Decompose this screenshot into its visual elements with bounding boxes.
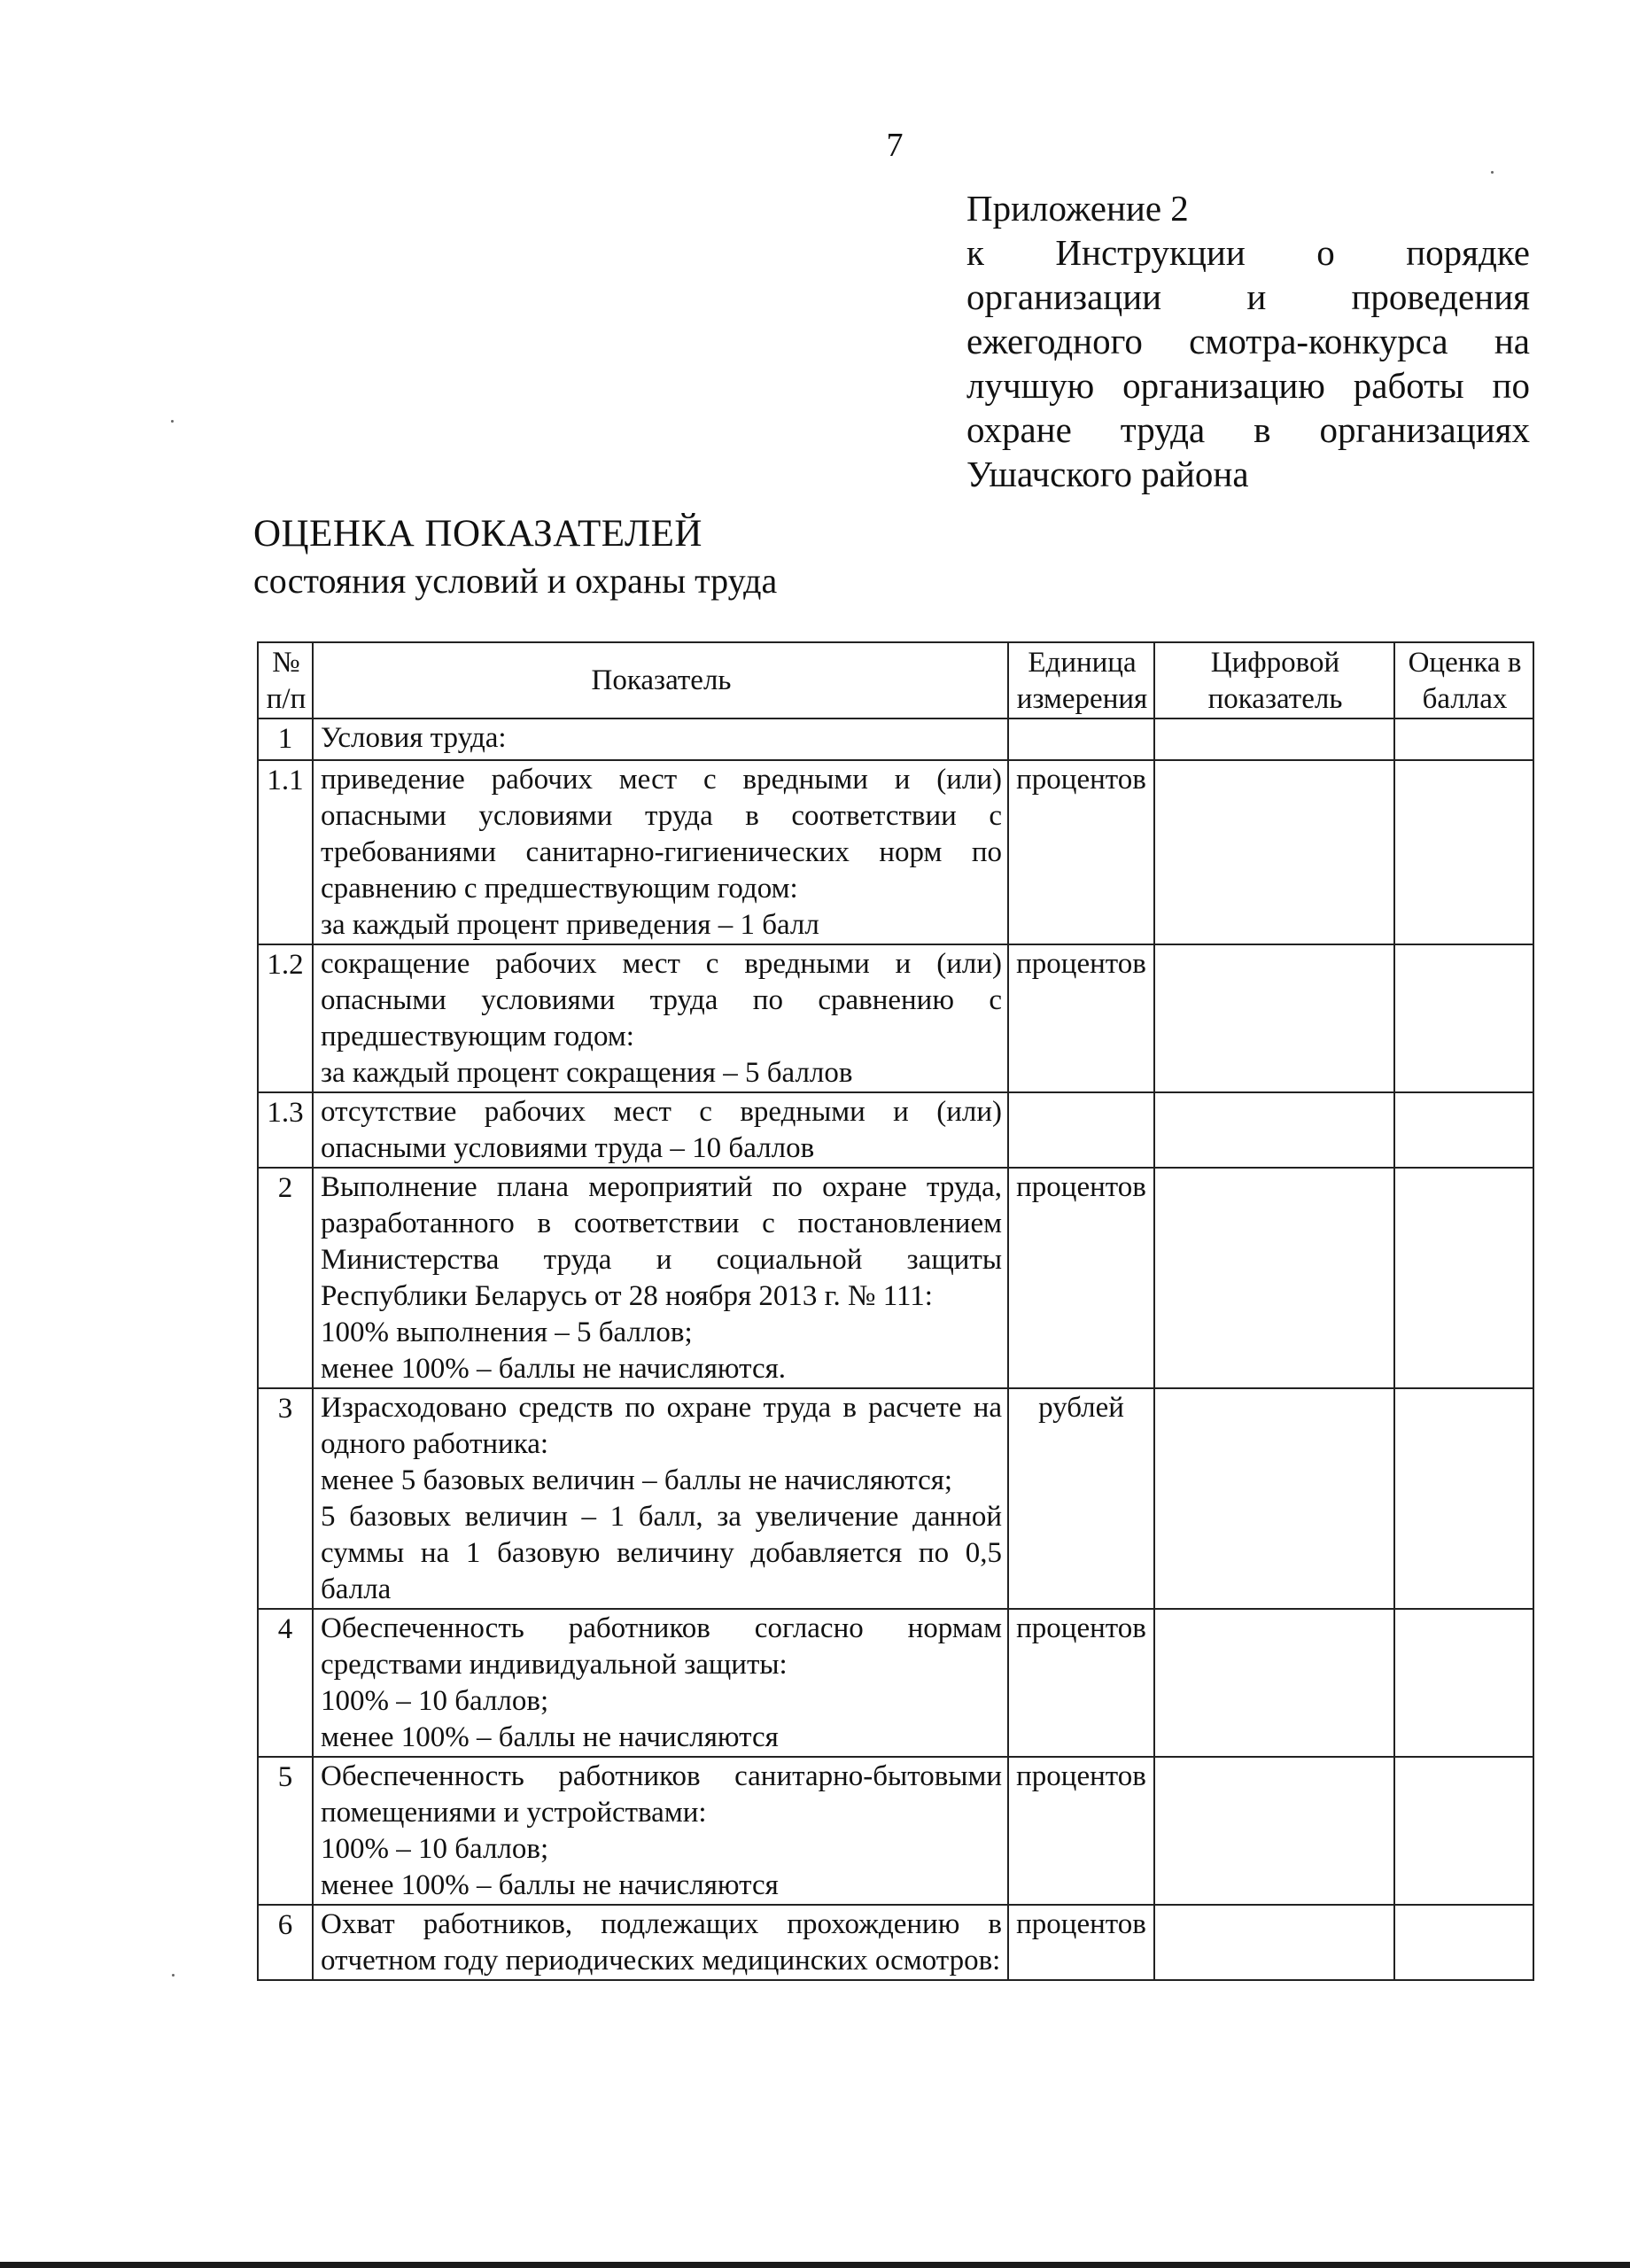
indicator-text: менее 5 базовых величин – баллы не начисляются; [321, 1464, 953, 1496]
indicator-text: менее 100% – баллы не начисляются. [321, 1353, 787, 1385]
table-row [258, 718, 1533, 760]
header-unit: Единица измерения [1008, 642, 1154, 718]
indicators-table-wrapper [257, 641, 1534, 1981]
row-unit: процентов [1008, 1168, 1154, 1388]
header-num: № п/п [258, 642, 313, 718]
indicator-text: 100% – 10 баллов; [321, 1833, 549, 1865]
annex-line: лучшую организацию работы по [966, 365, 1530, 406]
row-score [1394, 1168, 1533, 1388]
annex-line: охране труда в организациях [966, 409, 1530, 450]
row-indicator [313, 1905, 1008, 1980]
row-number: 1.3 [258, 1092, 313, 1168]
indicators-table [257, 641, 1534, 1981]
row-unit: процентов [1008, 1609, 1154, 1757]
row-digital-value [1154, 1609, 1394, 1757]
row-indicator [313, 1388, 1008, 1609]
row-unit [1008, 718, 1154, 760]
row-number: 1 [258, 718, 313, 760]
row-score [1394, 760, 1533, 944]
indicator-text: менее 100% – баллы не начисляются [321, 1869, 779, 1901]
row-number: 1.1 [258, 760, 313, 944]
annex-line: организации и проведения [966, 276, 1530, 317]
table-row [258, 1168, 1533, 1388]
table-row [258, 760, 1533, 944]
row-unit: процентов [1008, 760, 1154, 944]
row-indicator [313, 1092, 1008, 1168]
scan-speck [172, 1974, 175, 1977]
row-number: 1.2 [258, 944, 313, 1092]
table-row [258, 1609, 1533, 1757]
indicator-text: отсутствие рабочих мест с вредными и (или) опасными условиями труда – 10 баллов [321, 1096, 1002, 1164]
row-number: 3 [258, 1388, 313, 1609]
annex-line: Приложение 2 [966, 188, 1189, 229]
annex-line: к Инструкции о порядке [966, 232, 1530, 273]
row-digital-value [1154, 1388, 1394, 1609]
row-number: 4 [258, 1609, 313, 1757]
indicator-text: Охват работников, подлежащих прохождению в отчетном году периодических медицинских осмотров: [321, 1908, 1002, 1977]
table-body [258, 718, 1533, 1980]
scan-speck [1491, 171, 1494, 174]
row-number: 5 [258, 1757, 313, 1905]
row-digital-value [1154, 718, 1394, 760]
row-indicator [313, 1757, 1008, 1905]
annex-heading [966, 186, 1530, 496]
row-number: 2 [258, 1168, 313, 1388]
table-row [258, 944, 1533, 1092]
scan-bottom-edge [0, 2262, 1630, 2268]
row-score [1394, 1609, 1533, 1757]
indicator-text: Израсходовано средств по охране труда в расчете на одного работника: [321, 1392, 1002, 1460]
row-indicator [313, 944, 1008, 1092]
row-score [1394, 1092, 1533, 1168]
row-digital-value [1154, 1092, 1394, 1168]
row-unit: процентов [1008, 1757, 1154, 1905]
row-score [1394, 944, 1533, 1092]
indicator-text: Выполнение плана мероприятий по охране труда, разработанного в соответствии с постановлением Министерства труда и социальной защиты Республики Беларусь от 28 ноября 2013 г. № 111: [321, 1171, 1002, 1312]
row-score [1394, 1757, 1533, 1905]
document-title: ОЦЕНКА ПОКАЗАТЕЛЕЙ [253, 513, 702, 555]
row-score [1394, 1905, 1533, 1980]
indicator-text: за каждый процент сокращения – 5 баллов [321, 1057, 853, 1089]
table-row [258, 1757, 1533, 1905]
row-digital-value [1154, 944, 1394, 1092]
row-number: 6 [258, 1905, 313, 1980]
annex-line: ежегодного смотра-конкурса на [966, 321, 1530, 361]
annex-line: Ушачского района [966, 454, 1249, 494]
indicator-text: сокращение рабочих мест с вредными и (или) опасными условиями труда по сравнению с предшествующим годом: [321, 948, 1002, 1052]
indicator-text: приведение рабочих мест с вредными и (или) опасными условиями труда в соответствии с требованиями санитарно-гигиенических норм по сравнению с предшествующим годом: [321, 764, 1002, 905]
indicator-text: Условия труда: [321, 722, 507, 754]
row-unit: процентов [1008, 1905, 1154, 1980]
header-digital: Цифровой показатель [1154, 642, 1394, 718]
row-indicator [313, 760, 1008, 944]
table-row [258, 1388, 1533, 1609]
indicator-text: Обеспеченность работников согласно нормам средствами индивидуальной защиты: [321, 1612, 1002, 1681]
row-digital-value [1154, 1168, 1394, 1388]
table-header-row [258, 642, 1533, 718]
document-subtitle: состояния условий и охраны труда [253, 561, 778, 601]
indicator-text: 5 базовых величин – 1 балл, за увеличение данной суммы на 1 базовую величину добавляется по 0,5 балла [321, 1501, 1002, 1605]
header-indicator: Показатель [313, 642, 1008, 718]
indicator-text: за каждый процент приведения – 1 балл [321, 909, 819, 941]
indicator-text: 100% выполнения – 5 баллов; [321, 1317, 693, 1348]
indicator-text: менее 100% – баллы не начисляются [321, 1721, 779, 1753]
row-digital-value [1154, 1757, 1394, 1905]
header-score: Оценка в баллах [1394, 642, 1533, 718]
table-row [258, 1092, 1533, 1168]
row-unit: процентов [1008, 944, 1154, 1092]
row-unit: рублей [1008, 1388, 1154, 1609]
row-digital-value [1154, 760, 1394, 944]
scan-speck [171, 420, 174, 423]
row-score [1394, 1388, 1533, 1609]
indicator-text: Обеспеченность работников санитарно-бытовыми помещениями и устройствами: [321, 1760, 1002, 1829]
row-score [1394, 718, 1533, 760]
row-indicator [313, 1609, 1008, 1757]
row-digital-value [1154, 1905, 1394, 1980]
indicator-text: 100% – 10 баллов; [321, 1685, 549, 1717]
row-indicator [313, 1168, 1008, 1388]
page-number: 7 [886, 127, 904, 164]
table-row [258, 1905, 1533, 1980]
row-indicator [313, 718, 1008, 760]
row-unit [1008, 1092, 1154, 1168]
